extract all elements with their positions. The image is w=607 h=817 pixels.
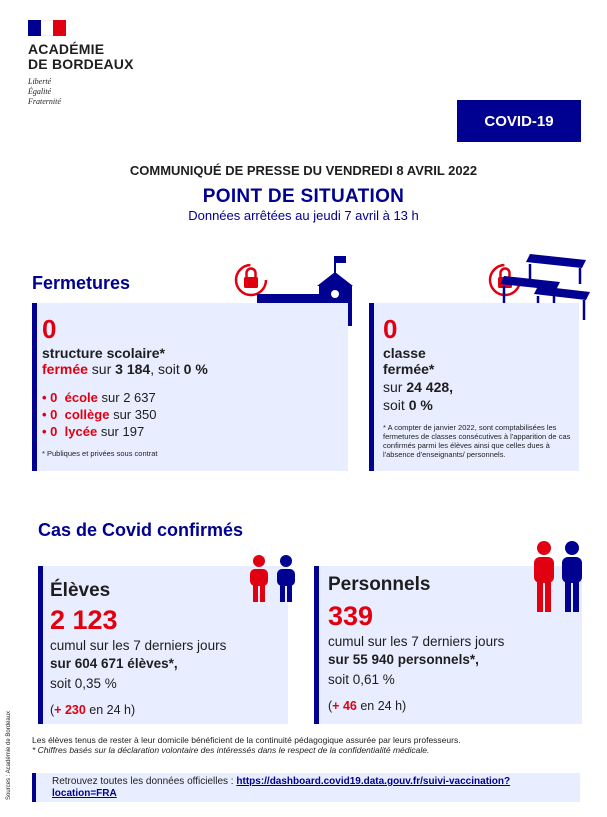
official-data-text [52,776,572,800]
covid-badge: COVID-19 [457,100,581,142]
eleves-total: sur 604 671 élèves*, [50,656,178,671]
eleves-count: 2 123 [50,605,118,635]
motto-egalite: Égalité [28,87,52,96]
structures-total: 3 184 [115,361,151,377]
classes-label-1: classe [383,345,426,361]
list-item: • 0 collège sur 350 [42,407,157,422]
eleves-label: Élèves [50,580,111,601]
structures-soit: , soit [150,361,184,377]
footnote-continuite: Les élèves tenus de rester à leur domicile bénéficient de la continuité pédagogique assurée par leurs professeurs. [32,735,461,745]
structures-percent: 0 % [183,361,208,377]
classes-footnote: * A compter de janvier 2022, sont comptabilisées les fermetures de classes consécutives à l'apparition de cas confirmés parmi les élèves ainsi que celles dues à l'absence d'enseignants/ personnels. [383,423,571,459]
republic-motto [28,77,168,107]
fermetures-section-title: Fermetures [32,273,131,293]
motto-liberte: Liberté [28,77,52,86]
footnote-declaration: * Chiffres basés sur la déclaration volontaire des intéressés dans le respect de la confidentialité médicale. [32,745,430,755]
cas-covid-section-title: Cas de Covid confirmés [38,520,244,540]
logo-line-1: ACADÉMIE [28,41,105,57]
official-data-prefix: Retrouvez toutes les données officielles : [52,776,237,787]
card-accent-bar [38,566,43,724]
classes-count: 0 [383,314,398,344]
motto-fraternite: Fraternité [28,97,61,106]
personnels-total: sur 55 940 personnels*, [328,652,479,667]
person-icon [275,554,297,604]
dashboard-link[interactable]: https://dashboard.covid19.data.gouv.fr/suivi-vaccination?location=FRA [52,776,511,799]
personnels-percent: soit 0,61 % [328,672,395,687]
classes-total-line: sur 24 428, [383,379,454,395]
classes-fermees-card [369,303,579,471]
classes-label-2: fermée* [383,361,435,377]
personnels-count: 339 [328,601,374,631]
eleves-percent: soit 0,35 % [50,676,117,691]
card-accent-bar [32,303,37,471]
page-subtitle: Données arrêtées au jeudi 7 avril à 13 h [188,208,419,223]
list-item: • 0 école sur 2 637 [42,390,156,405]
structures-fermee-label: fermée [42,361,88,377]
logo-line-2: DE BORDEAUX [28,56,134,72]
personnels-delta: (+ 46 en 24 h) [328,699,407,713]
page-title: POINT DE SITUATION [202,186,405,207]
card-accent-bar [32,773,36,802]
structures-total-line [42,361,208,377]
classes-percent-line: soit 0 % [383,397,433,413]
person-icon [248,554,270,604]
press-release-date: COMMUNIQUÉ DE PRESSE DU VENDREDI 8 AVRIL 2022 [129,163,478,178]
eleves-cumul: cumul sur les 7 derniers jours [50,638,227,653]
person-icon [532,540,556,614]
sources-label: Sources : Académie de Bordeaux [6,710,12,800]
eleves-delta: (+ 230 en 24 h) [50,703,136,717]
structures-count: 0 [42,314,57,344]
footnotes [32,735,592,755]
person-icon [560,540,584,614]
personnels-cumul: cumul sur les 7 derniers jours [328,634,505,649]
card-accent-bar [314,566,319,724]
structures-fermees-card [32,303,348,471]
card-accent-bar [369,303,374,471]
structures-breakdown-list [42,389,156,440]
structures-sur: sur [87,361,116,377]
official-data-box [32,773,580,802]
structures-label: structure scolaire* [42,345,165,361]
personnels-label: Personnels [328,574,431,595]
logo-title [28,42,168,72]
structures-footnote: * Publiques et privées sous contrat [42,449,158,458]
french-flag-icon [28,20,66,36]
list-item: • 0 lycée sur 197 [42,424,145,439]
academie-logo [28,20,168,107]
